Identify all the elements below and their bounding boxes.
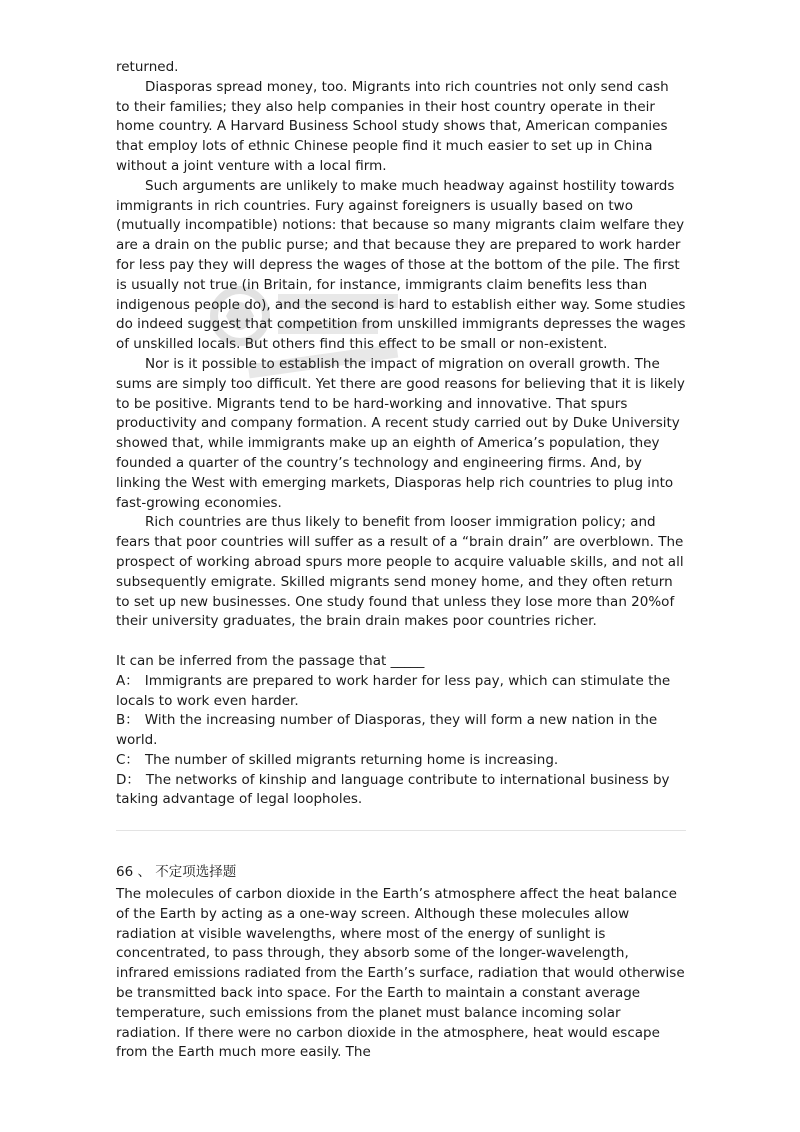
option-b-key: B： [116, 712, 139, 729]
option-b[interactable] [116, 711, 686, 751]
passage-paragraph: Rich countries are thus likely to benefit from looser immigration policy; and fears that poor countries will suffer as a result of a “brain drain” are overblown. The prospect of working abroad spurs more people to acquire valuable skills, and not all subsequently emigrate. Skilled migrants send money home, and they often return to set up new businesses. One study found that unless they lose more than 20%of their university graduates, the brain drain makes poor countries richer. [116, 514, 684, 630]
passage-paragraph: Nor is it possible to establish the impact of migration on overall growth. The sums are simply too difficult. Yet there are good reasons for believing that it is likely to be positive. Migrants tend to be hard-working and innovative. That spurs productivity and company formation. A recent study carried out by Duke University showed that, while immigrants make up an eighth of America’s population, they founded a quarter of the country’s technology and engineering firms. And, by linking the West with emerging markets, Diasporas help rich countries to plug into fast-growing economies. [116, 355, 685, 511]
question-header [116, 863, 686, 883]
option-d[interactable] [116, 771, 686, 811]
question-stem: It can be inferred from the passage that _____ [116, 652, 425, 669]
option-a-key: A： [116, 672, 139, 689]
option-b-text: With the increasing number of Diasporas, they will form a new nation in the world. [116, 712, 658, 749]
spacer [116, 632, 686, 652]
next-question-passage: The molecules of carbon dioxide in the Earth’s atmosphere affect the heat balance of the Earth by acting as a one-way screen. Although these molecules allow radiation at visible wavelengths, where most of the energy of sunlight is concentrated, to pass through, they absorb some of the longer-wavelength, infrared emissions radiated from the Earth’s surface, radiation that would otherwise be transmitted back into space. For the Earth to maintain a constant average temperature, such emissions from the planet must balance incoming solar radiation. If there were no carbon dioxide in the atmosphere, heat would escape from the Earth much more easily. The [116, 886, 685, 1061]
passage-paragraph: Such arguments are unlikely to make much headway against hostility towards immigrants in rich countries. Fury against foreigners is usually based on two (mutually incompatible) notions: that because so many migrants claim welfare they are a drain on the public purse; and that because they are prepared to work harder for less pay they will depress the wages of those at the bottom of the pile. The first is usually not true (in Britain, for instance, immigrants claim benefits less than indigenous people do), and the second is hard to establish either way. Some studies do indeed suggest that competition from unskilled immigrants depresses the wages of unskilled locals. But others find this effect to be small or non-existent. [116, 177, 686, 353]
option-c-key: C： [116, 751, 139, 768]
document-page [116, 58, 686, 1063]
option-d-key: D： [116, 771, 140, 788]
section-divider [116, 830, 686, 831]
option-a-text: Immigrants are prepared to work harder for less pay, which can stimulate the locals to work even harder. [116, 672, 671, 709]
passage-paragraph: returned. [116, 59, 179, 75]
question-type: 不定项选择题 [155, 864, 237, 881]
option-a[interactable] [116, 672, 686, 712]
option-c[interactable] [116, 751, 686, 771]
passage-paragraph: Diasporas spread money, too. Migrants into rich countries not only send cash to their families; they also help companies in their host country operate in their home country. A Harvard Business School study shows that, American companies that employ lots of ethnic Chinese people find it much easier to set up in China without a joint venture with a local firm. [116, 78, 669, 174]
question-number: 66 、 [116, 864, 151, 881]
option-c-text: The number of skilled migrants returning home is increasing. [144, 751, 559, 768]
option-d-text: The networks of kinship and language contribute to international business by taking advantage of legal loopholes. [116, 771, 670, 808]
